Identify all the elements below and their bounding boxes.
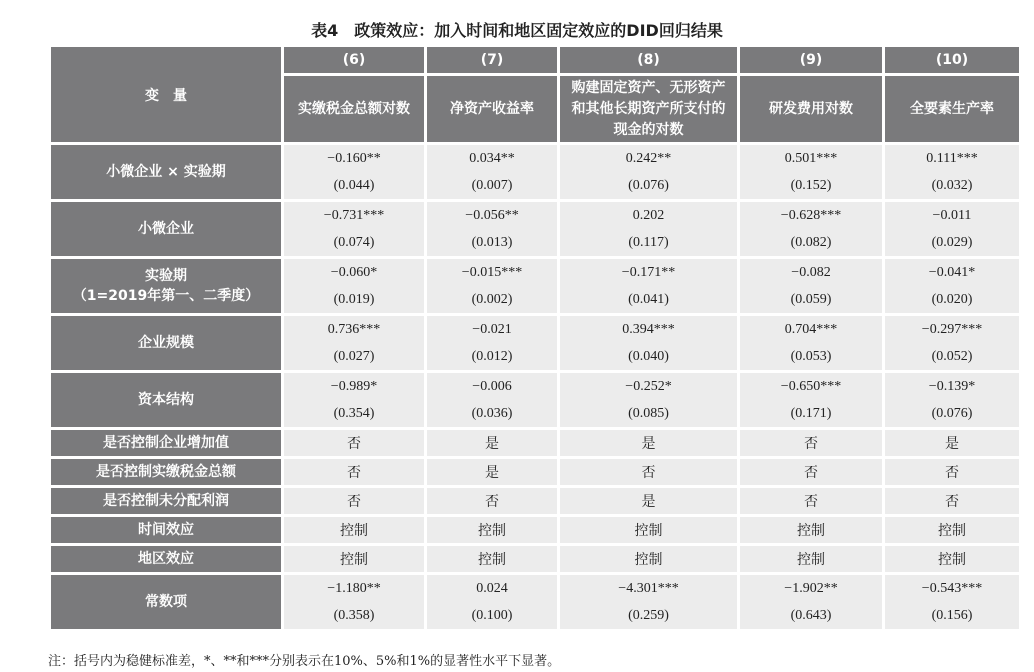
- coefficient: −0.060*: [330, 265, 378, 280]
- coefficient: −1.180**: [327, 581, 381, 596]
- standard-error: (0.100): [471, 608, 513, 623]
- coefficient: 0.111***: [926, 151, 978, 166]
- data-cell: [427, 145, 557, 199]
- control-cell: 否: [740, 488, 882, 514]
- data-cell: [740, 202, 882, 256]
- data-cell: [885, 316, 1019, 370]
- control-cell: 控制: [740, 546, 882, 572]
- control-cell: 否: [284, 430, 424, 456]
- table-row: [51, 373, 1019, 427]
- coefficient: −0.041*: [928, 265, 976, 280]
- row-label: [51, 373, 281, 427]
- table-row: [51, 488, 1019, 514]
- data-cell: [560, 145, 737, 199]
- control-cell: 控制: [885, 546, 1019, 572]
- control-cell: 否: [284, 459, 424, 485]
- standard-error: (0.002): [471, 292, 513, 307]
- control-cell: 否: [560, 459, 737, 485]
- row-label-text: 实验期: [145, 268, 187, 284]
- coefficient: 0.202: [632, 208, 665, 223]
- coefficient: −0.006: [472, 379, 512, 394]
- column-number: (10): [885, 47, 1019, 73]
- coefficient: −0.015***: [461, 265, 523, 280]
- row-label: [51, 259, 281, 313]
- standard-error: (0.012): [471, 349, 513, 364]
- data-cell: [427, 316, 557, 370]
- coefficient: −0.021: [472, 322, 512, 337]
- control-cell: 否: [885, 488, 1019, 514]
- coefficient: −0.252*: [625, 379, 672, 394]
- data-cell: [284, 259, 424, 313]
- control-cell: 控制: [560, 546, 737, 572]
- row-label-subtext: （1=2019年第一、二季度）: [72, 288, 260, 304]
- table-row: [51, 546, 1019, 572]
- standard-error: (0.032): [931, 178, 973, 193]
- variable-header: 变 量: [51, 47, 281, 142]
- data-cell: [885, 145, 1019, 199]
- row-label-text: 资本结构: [138, 392, 194, 408]
- coefficient: −0.056**: [465, 208, 519, 223]
- table-row: [51, 259, 1019, 313]
- coefficient: −0.139*: [928, 379, 976, 394]
- coefficient: −0.082: [791, 265, 831, 280]
- data-cell: [740, 259, 882, 313]
- standard-error: (0.156): [931, 608, 973, 623]
- coefficient: −0.171**: [621, 265, 676, 280]
- standard-error: (0.007): [471, 178, 513, 193]
- coefficient: 0.034**: [469, 151, 515, 166]
- standard-error: (0.019): [333, 292, 375, 307]
- table-row: [51, 430, 1019, 456]
- standard-error: (0.082): [790, 235, 832, 250]
- data-cell: [885, 575, 1019, 629]
- standard-error: (0.171): [790, 406, 832, 421]
- data-cell: [885, 259, 1019, 313]
- standard-error: (0.059): [790, 292, 832, 307]
- control-cell: 否: [740, 430, 882, 456]
- standard-error: (0.044): [333, 178, 375, 193]
- column-number: (7): [427, 47, 557, 73]
- control-cell: 否: [885, 459, 1019, 485]
- table-title: 表4 政策效应：加入时间和地区固定效应的DID回归结果: [311, 21, 723, 40]
- data-cell: [885, 373, 1019, 427]
- row-label: 时间效应: [51, 517, 281, 543]
- data-cell: [284, 316, 424, 370]
- row-label: 是否控制实缴税金总额: [51, 459, 281, 485]
- data-cell: [427, 575, 557, 629]
- coefficient: −0.989*: [330, 379, 378, 394]
- column-name: 净资产收益率: [427, 76, 557, 142]
- coefficient: −0.650***: [780, 379, 842, 394]
- control-cell: 控制: [284, 546, 424, 572]
- table-row: [51, 202, 1019, 256]
- row-label: 是否控制未分配利润: [51, 488, 281, 514]
- coefficient: −0.160**: [327, 151, 381, 166]
- data-cell: [427, 373, 557, 427]
- data-cell: [885, 202, 1019, 256]
- standard-error: (0.076): [628, 178, 669, 193]
- coefficient: −0.628***: [780, 208, 842, 223]
- column-name: 购建固定资产、无形资产和其他长期资产所支付的现金的对数: [560, 76, 737, 142]
- column-number: (9): [740, 47, 882, 73]
- control-cell: 控制: [427, 546, 557, 572]
- data-cell: [740, 145, 882, 199]
- control-cell: 控制: [560, 517, 737, 543]
- standard-error: (0.074): [333, 235, 375, 250]
- standard-error: (0.085): [628, 406, 669, 421]
- control-cell: 是: [560, 488, 737, 514]
- standard-error: (0.027): [333, 349, 375, 364]
- standard-error: (0.029): [931, 235, 973, 250]
- coefficient: −4.301***: [618, 581, 679, 596]
- coefficient: −1.902**: [784, 581, 838, 596]
- control-cell: 否: [427, 488, 557, 514]
- table-row: [51, 575, 1019, 629]
- column-number: (6): [284, 47, 424, 73]
- row-label-text: 小微企业: [138, 221, 194, 237]
- standard-error: (0.041): [628, 292, 669, 307]
- standard-error: (0.013): [471, 235, 513, 250]
- column-name: 实缴税金总额对数: [284, 76, 424, 142]
- standard-error: (0.053): [790, 349, 832, 364]
- data-cell: [284, 145, 424, 199]
- standard-error: (0.152): [790, 178, 832, 193]
- control-cell: 控制: [740, 517, 882, 543]
- standard-error: (0.036): [471, 406, 513, 421]
- control-cell: 是: [427, 430, 557, 456]
- row-label-text: 企业规模: [138, 335, 194, 351]
- standard-error: (0.040): [628, 349, 669, 364]
- data-cell: [740, 316, 882, 370]
- table-note: 注：括号内为稳健标准差，*、**和***分别表示在10%、5%和1%的显著性水平下显著。: [48, 654, 561, 669]
- data-cell: [560, 373, 737, 427]
- standard-error: (0.020): [931, 292, 973, 307]
- row-label: [51, 202, 281, 256]
- standard-error: (0.358): [333, 608, 375, 623]
- row-label: [51, 316, 281, 370]
- standard-error: (0.052): [931, 349, 973, 364]
- standard-error: (0.076): [931, 406, 973, 421]
- row-label: 地区效应: [51, 546, 281, 572]
- table-row: [51, 517, 1019, 543]
- coefficient: −0.543***: [921, 581, 983, 596]
- coefficient: −0.297***: [921, 322, 983, 337]
- data-cell: [284, 575, 424, 629]
- regression-table: [48, 44, 1022, 632]
- data-cell: [427, 202, 557, 256]
- column-number: (8): [560, 47, 737, 73]
- control-cell: 控制: [427, 517, 557, 543]
- data-cell: [560, 316, 737, 370]
- control-cell: 是: [560, 430, 737, 456]
- row-label: 常数项: [51, 575, 281, 629]
- control-cell: 是: [885, 430, 1019, 456]
- data-cell: [560, 202, 737, 256]
- table-row: [51, 459, 1019, 485]
- coefficient: 0.736***: [327, 322, 381, 337]
- control-cell: 是: [427, 459, 557, 485]
- coefficient: 0.242**: [625, 151, 672, 166]
- control-cell: 控制: [284, 517, 424, 543]
- data-cell: [740, 575, 882, 629]
- coefficient: −0.731***: [323, 208, 385, 223]
- standard-error: (0.259): [628, 608, 669, 623]
- standard-error: (0.117): [628, 235, 669, 250]
- coefficient: 0.704***: [784, 322, 838, 337]
- coefficient: 0.394***: [622, 322, 675, 337]
- standard-error: (0.643): [790, 608, 832, 623]
- control-cell: 否: [284, 488, 424, 514]
- coefficient: 0.501***: [784, 151, 838, 166]
- control-cell: 控制: [885, 517, 1019, 543]
- data-cell: [427, 259, 557, 313]
- standard-error: (0.354): [333, 406, 375, 421]
- column-name: 研发费用对数: [740, 76, 882, 142]
- row-label: 是否控制企业增加值: [51, 430, 281, 456]
- data-cell: [740, 373, 882, 427]
- coefficient: −0.011: [932, 208, 972, 223]
- table-row: [51, 316, 1019, 370]
- control-cell: 否: [740, 459, 882, 485]
- column-name: 全要素生产率: [885, 76, 1019, 142]
- row-label-text: 小微企业 × 实验期: [106, 164, 226, 180]
- data-cell: [284, 202, 424, 256]
- row-label: [51, 145, 281, 199]
- table-row: [51, 145, 1019, 199]
- data-cell: [560, 575, 737, 629]
- data-cell: [284, 373, 424, 427]
- data-cell: [560, 259, 737, 313]
- coefficient: 0.024: [476, 581, 508, 596]
